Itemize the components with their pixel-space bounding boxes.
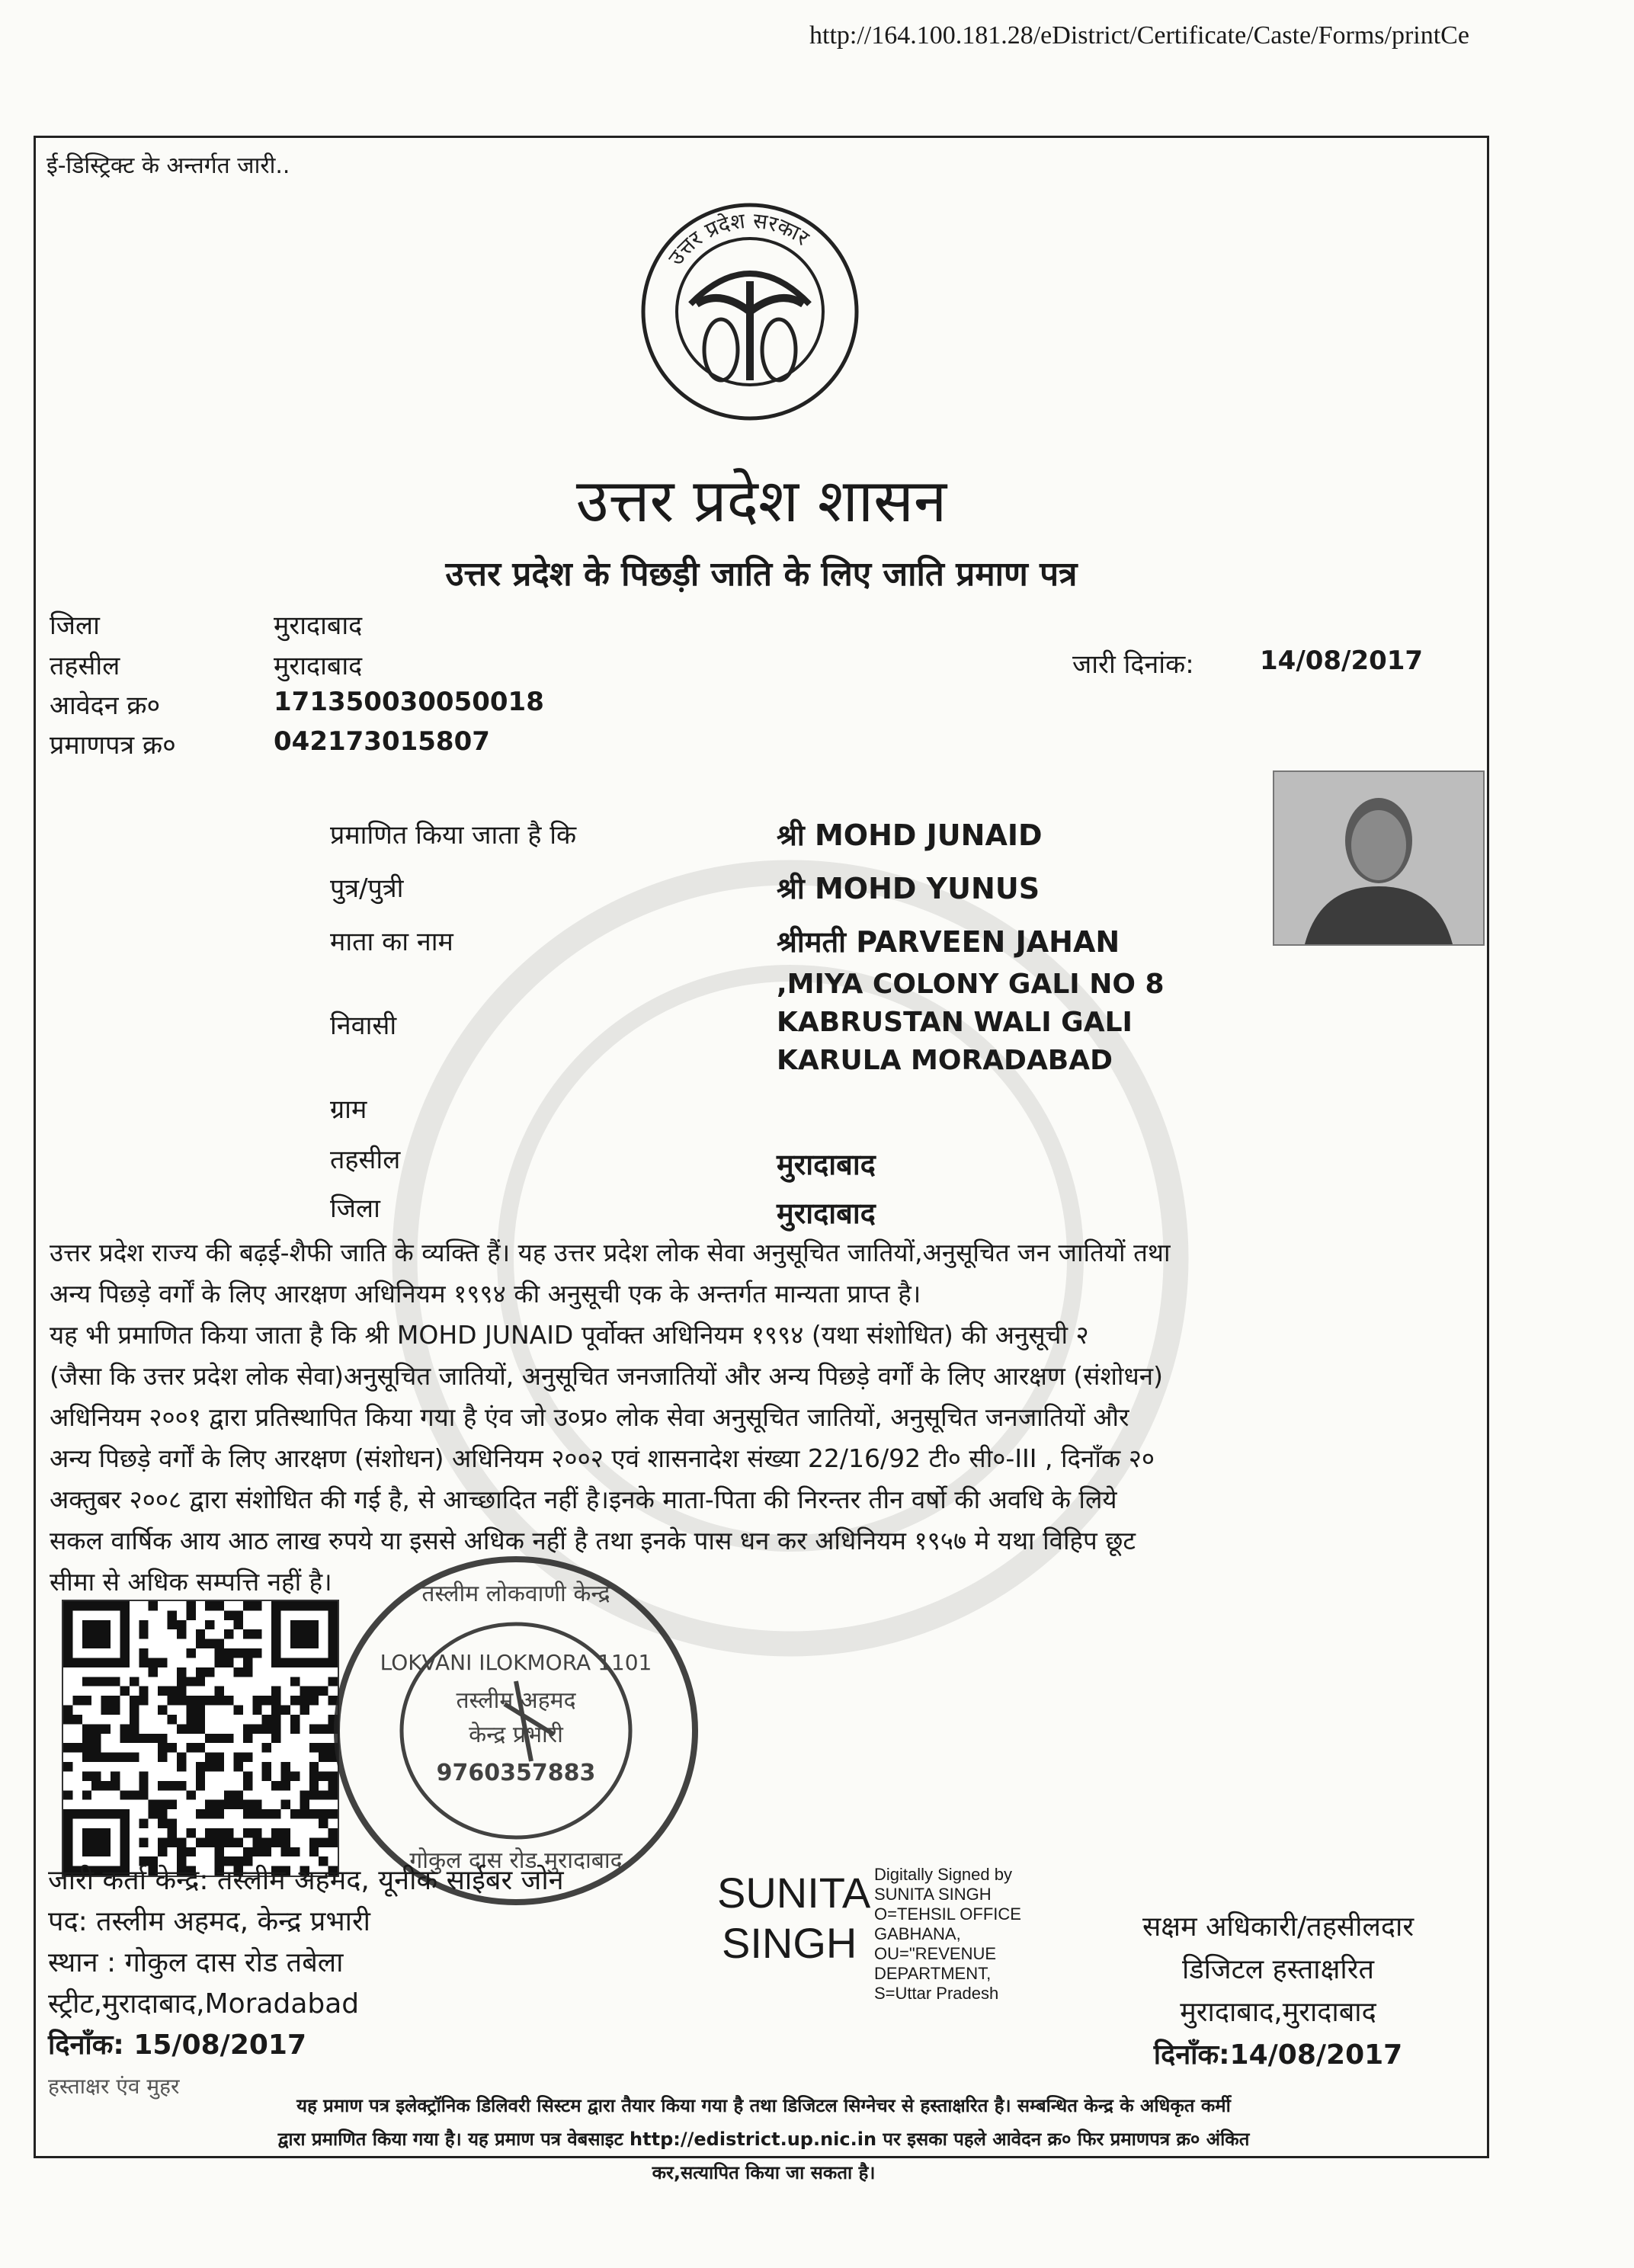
application-number: 171350030050018 (274, 687, 544, 717)
text-line: सकल वार्षिक आय आठ लाख रुपये या इससे अधिक नहीं है तथा इनके पास धन कर अधिनियम १९५७ मे यथा विहिप छूट (50, 1526, 1136, 1555)
up-emblem (636, 197, 864, 426)
signature-detail: SUNITA SINGH (874, 1885, 992, 1904)
field-label: जिला (330, 1193, 380, 1224)
address-line: ,MIYA COLONY GALI NO 8 (777, 969, 1165, 1000)
issued-under-text: ई-डिस्ट्रिक्ट के अन्तर्गत जारी.. (46, 152, 290, 179)
text-line: (जैसा कि उत्तर प्रदेश लोक सेवा)अनुसूचित जातियों, अनुसूचित जनजातियों और अन्य पिछड़े वर्गों के लिए आरक्षण (संशोधन) (50, 1361, 1163, 1391)
footer-line: कर,सत्यापित किया जा सकता है। (652, 2162, 876, 2183)
signature-detail: S=Uttar Pradesh (874, 1984, 999, 2003)
stamp-text: केन्द्र प्रभारी (469, 1722, 563, 1748)
address-line: KABRUSTAN WALI GALI (777, 1007, 1133, 1038)
text-line: अधिनियम २००१ द्वारा प्रतिस्थापित किया गया है एंव जो उ०प्र० लोक सेवा अनुसूचित जातियों, अनुसूचित जनजातियों और (50, 1402, 1129, 1432)
issuer-line: स्थान : गोकुल दास रोड तबेला (48, 1947, 344, 1978)
mother-name: श्रीमती PARVEEN JAHAN (777, 925, 1120, 959)
issue-date: 14/08/2017 (1260, 645, 1424, 676)
issuer-block (48, 1860, 564, 2107)
meta-label: प्रमाणपत्र क्र० (50, 730, 176, 761)
text-line: यह भी प्रमाणित किया जाता है कि श्री MOHD JUNAID पूर्वोक्त अधिनियम १९९४ (यथा संशोधित) की अनुसूची २ (50, 1320, 1089, 1350)
address-line: KARULA MORADABAD (777, 1045, 1113, 1076)
digital-signature-details (874, 1865, 1021, 2004)
meta-label: तहसील (50, 651, 120, 681)
field-label: निवासी (330, 1011, 397, 1041)
signature-detail: O=TEHSIL OFFICE (874, 1904, 1021, 1924)
page-title: उत्तर प्रदेश शासन (575, 467, 947, 536)
applicant-photo (1273, 770, 1485, 946)
authority-block (1095, 1906, 1461, 2077)
stamp-text: तस्लीम अहमद (456, 1687, 576, 1714)
meta-value: मुरादाबाद (274, 651, 363, 681)
authority-line: सक्षम अधिकारी/तहसीलदार (1142, 1911, 1415, 1943)
page-subtitle: उत्तर प्रदेश के पिछड़ी जाति के लिए जाति प्रमाण पत्र (445, 555, 1078, 594)
footer-line: यह प्रमाण पत्र इलेक्ट्रॉनिक डिलिवरी सिस्टम द्वारा तैयार किया गया है तथा डिजिटल सिग्नेचर से हस्ताक्षरित है। सम्बन्धित केन्द्र के अधिकृत कर्मी (296, 2095, 1231, 2116)
certificate-number: 042173015807 (274, 726, 490, 757)
footer-line: द्वारा प्रमाणित किया गया है। यह प्रमाण पत्र वेबसाइट http://edistrict.up.nic.in पर इसका पहले आवेदन क्र० फिर प्रमाणपत्र क्र० अंकित (277, 2129, 1250, 2150)
field-label: तहसील (330, 1145, 401, 1175)
issue-date-label: जारी दिनांक: (1072, 649, 1194, 680)
signature-detail: Digitally Signed by (874, 1865, 1012, 1884)
applicant-name: श्री MOHD JUNAID (777, 818, 1043, 852)
text-line: अन्य पिछड़े वर्गों के लिए आरक्षण (संशोधन) अधिनियम २००२ एवं शासनादेश संख्या 22/16/92 टी० सी०-III , दिनाँक २० (50, 1443, 1155, 1473)
field-label: ग्राम (330, 1094, 367, 1125)
meta-label: जिला (50, 610, 100, 641)
authority-line: मुरादाबाद,मुरादाबाद (1180, 1997, 1376, 2028)
field-label: माता का नाम (330, 927, 453, 957)
print-url: http://164.100.181.28/eDistrict/Certificate/Caste/Forms/printCe (809, 21, 1469, 50)
emblem-text: उत्तर प्रदेश सरकार (662, 207, 814, 271)
field-label: पुत्र/पुत्री (330, 873, 404, 904)
footer-note (66, 2089, 1461, 2190)
stamp-text: तस्लीम लोकवाणी केन्द्र (421, 1581, 610, 1607)
certificate-text (50, 1232, 1482, 1603)
district-value: मुरादाबाद (777, 1196, 876, 1230)
stamp-text: LOKVANI ILOKMORA 1101 (380, 1650, 652, 1675)
signature-detail: OU="REVENUE (874, 1944, 997, 1963)
field-label: प्रमाणित किया जाता है कि (330, 820, 577, 850)
signature-detail: DEPARTMENT, (874, 1964, 992, 1983)
stamp-text: 9760357883 (436, 1760, 596, 1786)
issuer-line: हस्ताक्षर एंव मुहर (48, 2074, 180, 2099)
text-line: अन्य पिछड़े वर्गों के लिए आरक्षण अधिनियम १९९४ की अनुसूची एक के अन्तर्गत मान्यता प्राप्त है। (50, 1279, 921, 1309)
signature-line: SINGH (722, 1919, 857, 1967)
tehsil-value: मुरादाबाद (777, 1148, 876, 1181)
qr-code (62, 1600, 339, 1877)
father-name: श्री MOHD YUNUS (777, 872, 1040, 905)
authority-date: दिनाँक:14/08/2017 (1153, 2039, 1403, 2071)
text-line: सीमा से अधिक सम्पत्ति नहीं है। (50, 1567, 332, 1597)
signature-detail: GABHANA, (874, 1924, 961, 1943)
text-line: अक्तुबर २००८ द्वारा संशोधित की गई है, से आच्छादित नहीं है।इनके माता-पिता की निरन्तर तीन वर्षो की अवधि के लिये (50, 1485, 1117, 1514)
digital-signature-name (717, 1868, 870, 1968)
meta-label: आवेदन क्र० (50, 690, 161, 721)
certificate (34, 136, 1489, 2183)
office-stamp (325, 1548, 706, 1914)
authority-line: डिजिटल हस्ताक्षरित (1182, 1954, 1374, 1985)
issuer-line: स्ट्रीट,मुरादाबाद,Moradabad (48, 1988, 360, 2020)
meta-value: मुरादाबाद (274, 610, 363, 641)
issuer-line: जारी कर्ता केन्द्र: तस्लीम अहमद, यूनीक साईबर जोन (48, 1865, 564, 1896)
stamp-text: गोकुल दास रोड मुरादाबाद (409, 1847, 623, 1874)
issuer-date: दिनाँक: 15/08/2017 (48, 2029, 307, 2061)
signature-line: SUNITA (717, 1869, 871, 1917)
text-line: उत्तर प्रदेश राज्य की बढ़ई-शैफी जाति के व्यक्ति हैं। यह उत्तर प्रदेश लोक सेवा अनुसूचित जातियों,अनुसूचित जन जातियों तथा (50, 1238, 1171, 1267)
issuer-line: पद: तस्लीम अहमद, केन्द्र प्रभारी (48, 1906, 371, 1937)
